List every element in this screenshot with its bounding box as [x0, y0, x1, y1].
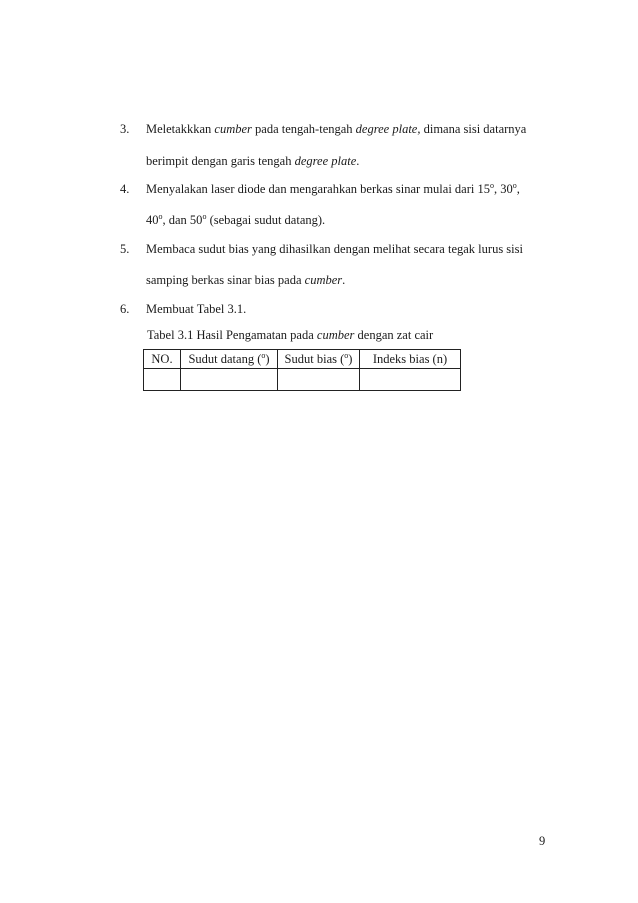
list-number: 3. — [120, 122, 130, 136]
step-3-line-1: Meletakkkan cumber pada tengah-tengah degree plate, dimana sisi datarnya — [146, 122, 527, 136]
step-6-line-1: Membuat Tabel 3.1. — [146, 302, 247, 316]
step-4-line-2: 40$^o$, dan 50$^o$ (sebagai sudut datang). — [146, 211, 326, 227]
step-5-line-1: Membaca sudut bias yang dihasilkan dengan melihat secara tegak lurus sisi — [146, 242, 523, 256]
table-header-row — [144, 350, 461, 369]
table-cell — [144, 369, 181, 391]
table-row — [144, 369, 461, 391]
header-no: NO. — [144, 350, 181, 369]
step-4-line-1: Menyalakan laser diode dan mengarahkan berkas sinar mulai dari 15$^o$, 30$^o$, — [146, 180, 520, 196]
header-indeks-bias: Indeks bias (n) — [360, 350, 461, 369]
observation-table — [143, 349, 461, 391]
list-number: 6. — [120, 302, 130, 316]
header-sudut-datang: Sudut datang ($^o$) — [181, 350, 278, 369]
page-number: 9 — [539, 834, 546, 848]
list-number: 5. — [120, 242, 130, 256]
table-cell — [181, 369, 278, 391]
table-cell — [278, 369, 360, 391]
list-number: 4. — [120, 182, 130, 196]
step-5-line-2: samping berkas sinar bias pada cumber. — [146, 273, 346, 287]
table-cell — [360, 369, 461, 391]
table-caption: Tabel 3.1 Hasil Pengamatan pada cumber dengan zat cair — [147, 328, 434, 342]
step-3-line-2: berimpit dengan garis tengah degree plate. — [146, 154, 360, 168]
header-sudut-bias: Sudut bias ($^o$) — [278, 350, 360, 369]
